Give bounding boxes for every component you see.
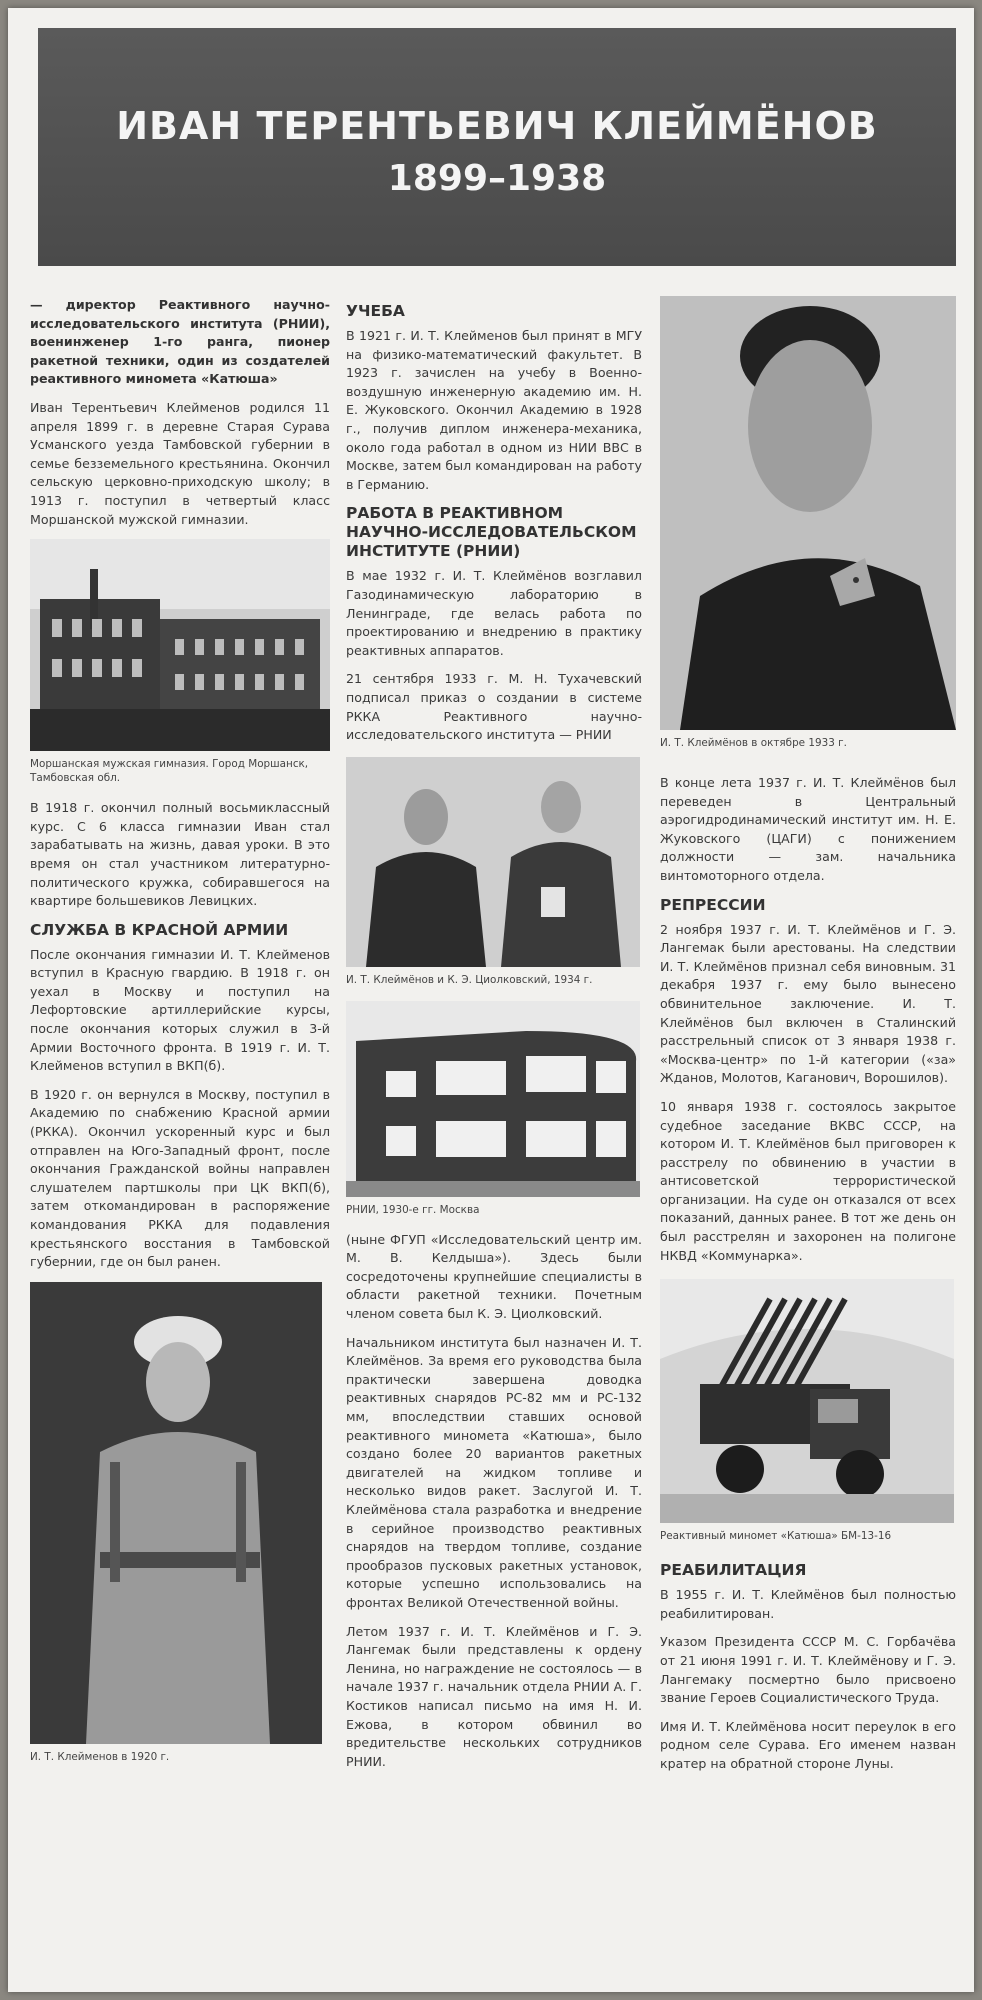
- repressions-heading: РЕПРЕССИИ: [660, 895, 766, 914]
- army-paragraph-2: В 1920 г. он вернулся в Москву, поступил в Академию по снабжению Красной армии (РККА). Окончил ускоренный курс и был отправлен на Юго-Западный фронт, после окончания Гражданской войны направлен слушателем партшколы при ЦК ВКП(б), затем откомандирован в распоряжение командования РККА для подавления крестьянского восстания в Тамбовской губернии, где он был ранен.: [30, 1086, 330, 1270]
- tsagi-paragraph: В конце лета 1937 г. И. Т. Клеймёнов был переведен в Центральный аэрогидродинамический институт им. Н. Е. Жуковского (ЦАГИ) с понижением должности — зам. начальника винтомоторного отдела.: [660, 775, 956, 883]
- intro-text: — директор Реактивного научно-исследовательского института (РНИИ), военинженер 1-го ранга, пионер ракетной техники, один из создателей реактивного миномета «Катюша»: [30, 297, 330, 387]
- photo-kleimenov-tsiolkovsky: [346, 757, 640, 967]
- rehabilitation-paragraph-1: В 1955 г. И. Т. Клеймёнов был полностью реабилитирован.: [660, 1587, 956, 1621]
- bio-paragraph-1: Иван Терентьевич Клейменов родился 11 апреля 1899 г. в деревне Старая Сурава Усманского уезда Тамбовской губернии в семье безземельного крестьянина. Окончил сельскую церковно-приходскую школу; в 1913 г. поступил в четвертый класс Моршанской мужской гимназии.: [30, 399, 330, 527]
- photo-1920-portrait: [30, 1282, 322, 1744]
- photo-katyusha: [660, 1279, 954, 1523]
- army-paragraph-1: После окончания гимназии И. Т. Клейменов вступил в Красную гвардию. В 1918 г. он уехал в Москву и поступил на Лефортовские артиллерийские курсы, после окончания которых служил в 3-й Армии Восточного фронта. В 1919 г. И. Т. Клейменов вступил в ВКП(б).: [30, 946, 330, 1074]
- study-paragraph: В 1921 г. И. Т. Клейменов был принят в МГУ на физико-математический факультет. В 1923 г. зачислен на учебу в Военно-воздушную инженерную академию им. Н. Е. Жуковского. Окончил Академию в 1928 г., получив диплом инженера-механика, около года работал в одном из НИИ ВВС в Москве, затем был командирован на работу в Германию.: [346, 328, 642, 492]
- rnii-paragraph-5: Летом 1937 г. И. Т. Клеймёнов и Г. Э. Лангемак были представлены к ордену Ленина, но награждение не состоялось — в начале 1937 г. начальник отдела РНИИ А. Г. Костиков написал письмо на имя Н. И. Ежова, в котором обвинил во вредительстве нескольких сотрудников РНИИ.: [346, 1623, 642, 1769]
- rnii-paragraph-2: 21 сентября 1933 г. М. Н. Тухачевский подписал приказ о создании в системе РККА Реактивного научно-исследовательского института — РНИИ: [346, 671, 642, 743]
- repressions-paragraph-1: 2 ноября 1937 г. И. Т. Клеймёнов и Г. Э. Лангемак были арестованы. На следствии И. Т. Клеймёнов признал себя виновным. 31 декабря 1937 г. ему было вынесено обвинительное заключение. И. Т. Клеймёнов был включен в Сталинский расстрельный список от 3 января 1938 г. «Москва-центр» по 1-й категории («за» Жданов, Молотов, Каганович, Ворошилов).: [660, 921, 956, 1086]
- life-years: 1899–1938: [387, 158, 607, 199]
- photo-rnii-building-caption: РНИИ, 1930-е гг. Москва: [346, 1203, 480, 1216]
- rehabilitation-paragraph-3: Имя И. Т. Клеймёнова носит переулок в его родном селе Сурава. Его именем назван кратер на обратной стороне Луны.: [660, 1718, 956, 1771]
- photo-gymnasium-caption: Моршанская мужская гимназия. Город Моршанск, Тамбовская обл.: [30, 758, 309, 785]
- rnii-paragraph-3: (ныне ФГУП «Исследовательский центр им. М. В. Келдыша»). Здесь были сосредоточены крупнейшие специалисты в области ракетной техники. Почетным членом совета был К. Э. Циолковский.: [346, 1231, 642, 1322]
- person-name: ИВАН ТЕРЕНТЬЕВИЧ КЛЕЙМЁНОВ: [116, 104, 878, 148]
- photo-gymnasium: [30, 539, 330, 751]
- photo-rnii-building: [346, 1001, 640, 1197]
- rnii-paragraph-1: В мае 1932 г. И. Т. Клеймёнов возглавил Газодинамическую лабораторию в Ленинграде, где велась работа по проектированию и внедрению в практику реактивных аппаратов.: [346, 568, 642, 658]
- title-banner: [38, 28, 956, 266]
- photo-katyusha-caption: Реактивный миномет «Катюша» БМ-13-16: [660, 1530, 892, 1543]
- repressions-paragraph-2: 10 января 1938 г. состоялось закрытое судебное заседание ВКВС СССР, на котором И. Т. Клеймёнов был приговорен к расстрелу по обвинению в участии в антисоветской террористической организации. На суде он отказался от всех показаний, данных ранее. В тот же день он был расстрелян и захоронен на полигоне НКВД «Коммунарка».: [660, 1098, 956, 1263]
- army-heading: СЛУЖБА В КРАСНОЙ АРМИИ: [30, 920, 289, 939]
- bio-paragraph-2: В 1918 г. окончил полный восьмиклассный курс. С 6 класса гимназии Иван стал зарабатывать на жизнь, давая уроки. В это время он стал участником литературно-политического кружка, собиравшегося на квартире большевиков Левицких.: [30, 800, 330, 909]
- photo-portrait-1933-caption: И. Т. Клеймёнов в октябре 1933 г.: [660, 737, 847, 749]
- exhibit-panel: [8, 8, 974, 1992]
- rehabilitation-heading: РЕАБИЛИТАЦИЯ: [660, 1561, 807, 1580]
- column-middle: [346, 296, 642, 1781]
- column-right: [660, 296, 956, 1784]
- photo-1920-caption: И. Т. Клейменов в 1920 г.: [30, 1750, 170, 1763]
- photo-kleimenov-tsiolkovsky-caption: И. Т. Клеймёнов и К. Э. Циолковский, 1934 г.: [346, 973, 593, 986]
- column-left: [30, 296, 330, 1778]
- rehabilitation-paragraph-2: Указом Президента СССР М. С. Горбачёва от 21 июня 1991 г. И. Т. Клеймёнову и Г. Э. Лангемаку посмертно было присвоено звание Героев Социалистического Труда.: [660, 1634, 956, 1706]
- rnii-heading: РАБОТА В РЕАКТИВНОМ НАУЧНО-ИССЛЕДОВАТЕЛЬСКОМ ИНСТИТУТЕ (РНИИ): [346, 504, 637, 561]
- rnii-paragraph-4: Начальником института был назначен И. Т. Клеймёнов. За время его руководства была практически завершена доводка реактивных снарядов РС-82 мм и РС-132 мм, впоследствии ставших основой реактивного миномета «Катюша», было создано более 20 вариантов ракетных двигателей на жидком топливе и несколько видов ракет. Заслугой И. Т. Клеймёнова стала разработка и внедрение в серийное производство реактивных снарядов на твердом топливе, создание прообразов пусковых ракетных установок, которые успешно использовались на фронтах Великой Отечественной войны.: [346, 1334, 642, 1610]
- photo-portrait-1933: [660, 296, 956, 730]
- study-heading: УЧЕБА: [346, 302, 405, 320]
